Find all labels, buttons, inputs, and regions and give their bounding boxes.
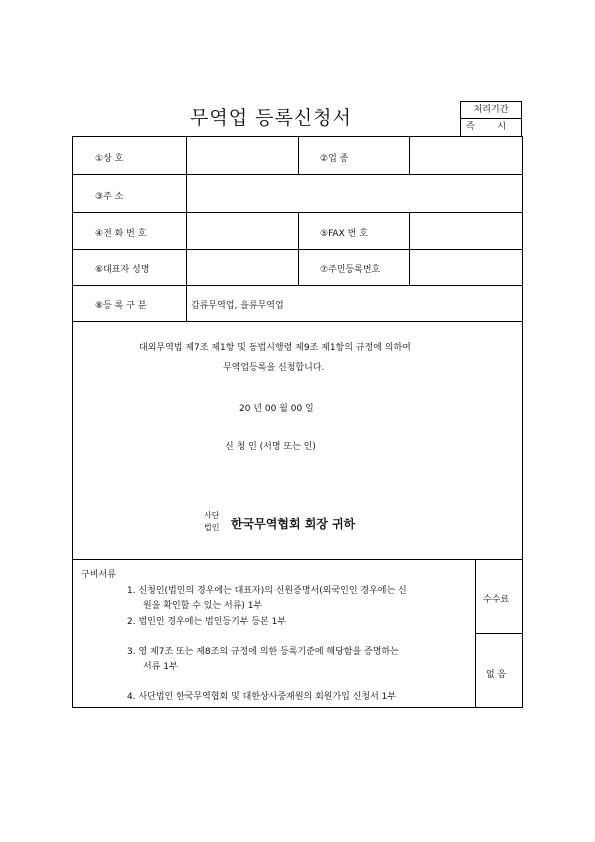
recipient-prefix-top: 사단: [204, 511, 220, 520]
phone-label: ④전 화 번 호: [95, 229, 147, 239]
processing-period-value: 즉 시: [465, 122, 517, 132]
address-cell[interactable]: [187, 175, 521, 211]
document-item-1-cont: 원을 확인할 수 있는 서류) 1부: [143, 601, 263, 611]
resident-number-cell[interactable]: [410, 250, 521, 284]
document-item-2: 2. 법인인 경우에는 법인등기부 등본 1부: [127, 617, 287, 627]
document-item-3: 3. 영 제7조 또는 제8조의 규정에 의한 등록기준에 해당함을 증명하는: [127, 647, 399, 657]
documents-heading: 구비서류: [81, 570, 116, 580]
resident-number-label: ⑦주민등록번호: [320, 265, 381, 275]
document-item-1: 1. 신청인(법인의 경우에는 대표자)의 신원증명서(외국인인 경우에는 신: [127, 586, 407, 596]
fax-label: ⑤FAX 번 호: [320, 229, 368, 239]
company-name-label: ①상 호: [95, 154, 124, 164]
processing-period-box: [460, 101, 522, 137]
fax-cell[interactable]: [410, 213, 521, 248]
application-form: [72, 136, 523, 708]
company-name-cell[interactable]: [187, 138, 297, 173]
recipient: 한국무역협회 회장 귀하: [231, 517, 356, 531]
registration-type-label: ⑧등 록 구 분: [95, 301, 147, 311]
business-type-cell[interactable]: [410, 138, 521, 173]
representative-label: ⑥대표자 성명: [95, 265, 150, 275]
form-title: 무역업 등록신청서: [190, 107, 352, 129]
document-item-4: 4. 사단법인 한국무역협회 및 대한상사중재원의 회원가입 신청서 1부: [127, 692, 397, 702]
applicant-signature[interactable]: 신 청 인 (서명 또는 인): [225, 442, 316, 452]
address-label: ③주 소: [95, 192, 124, 202]
business-type-label: ②업 종: [320, 154, 349, 164]
phone-cell[interactable]: [187, 213, 297, 248]
application-date[interactable]: 20 년 00 월 00 일: [239, 404, 314, 414]
recipient-prefix-bottom: 법인: [204, 523, 220, 532]
representative-cell[interactable]: [187, 250, 297, 284]
fee-label: 수수료: [483, 595, 510, 605]
registration-type-value: 갑류무역업, 을류무역업: [191, 301, 284, 311]
fee-value: 없 음: [486, 670, 507, 680]
processing-period-label: 처리기간: [461, 102, 521, 119]
statement-line-2: 무역업등록을 신청합니다.: [223, 363, 325, 373]
document-item-3-cont: 서류 1부: [143, 662, 178, 672]
statement-line-1: 대외무역법 제7조 제1항 및 동법시행령 제9조 제1항의 규정에 의하여: [139, 343, 411, 353]
